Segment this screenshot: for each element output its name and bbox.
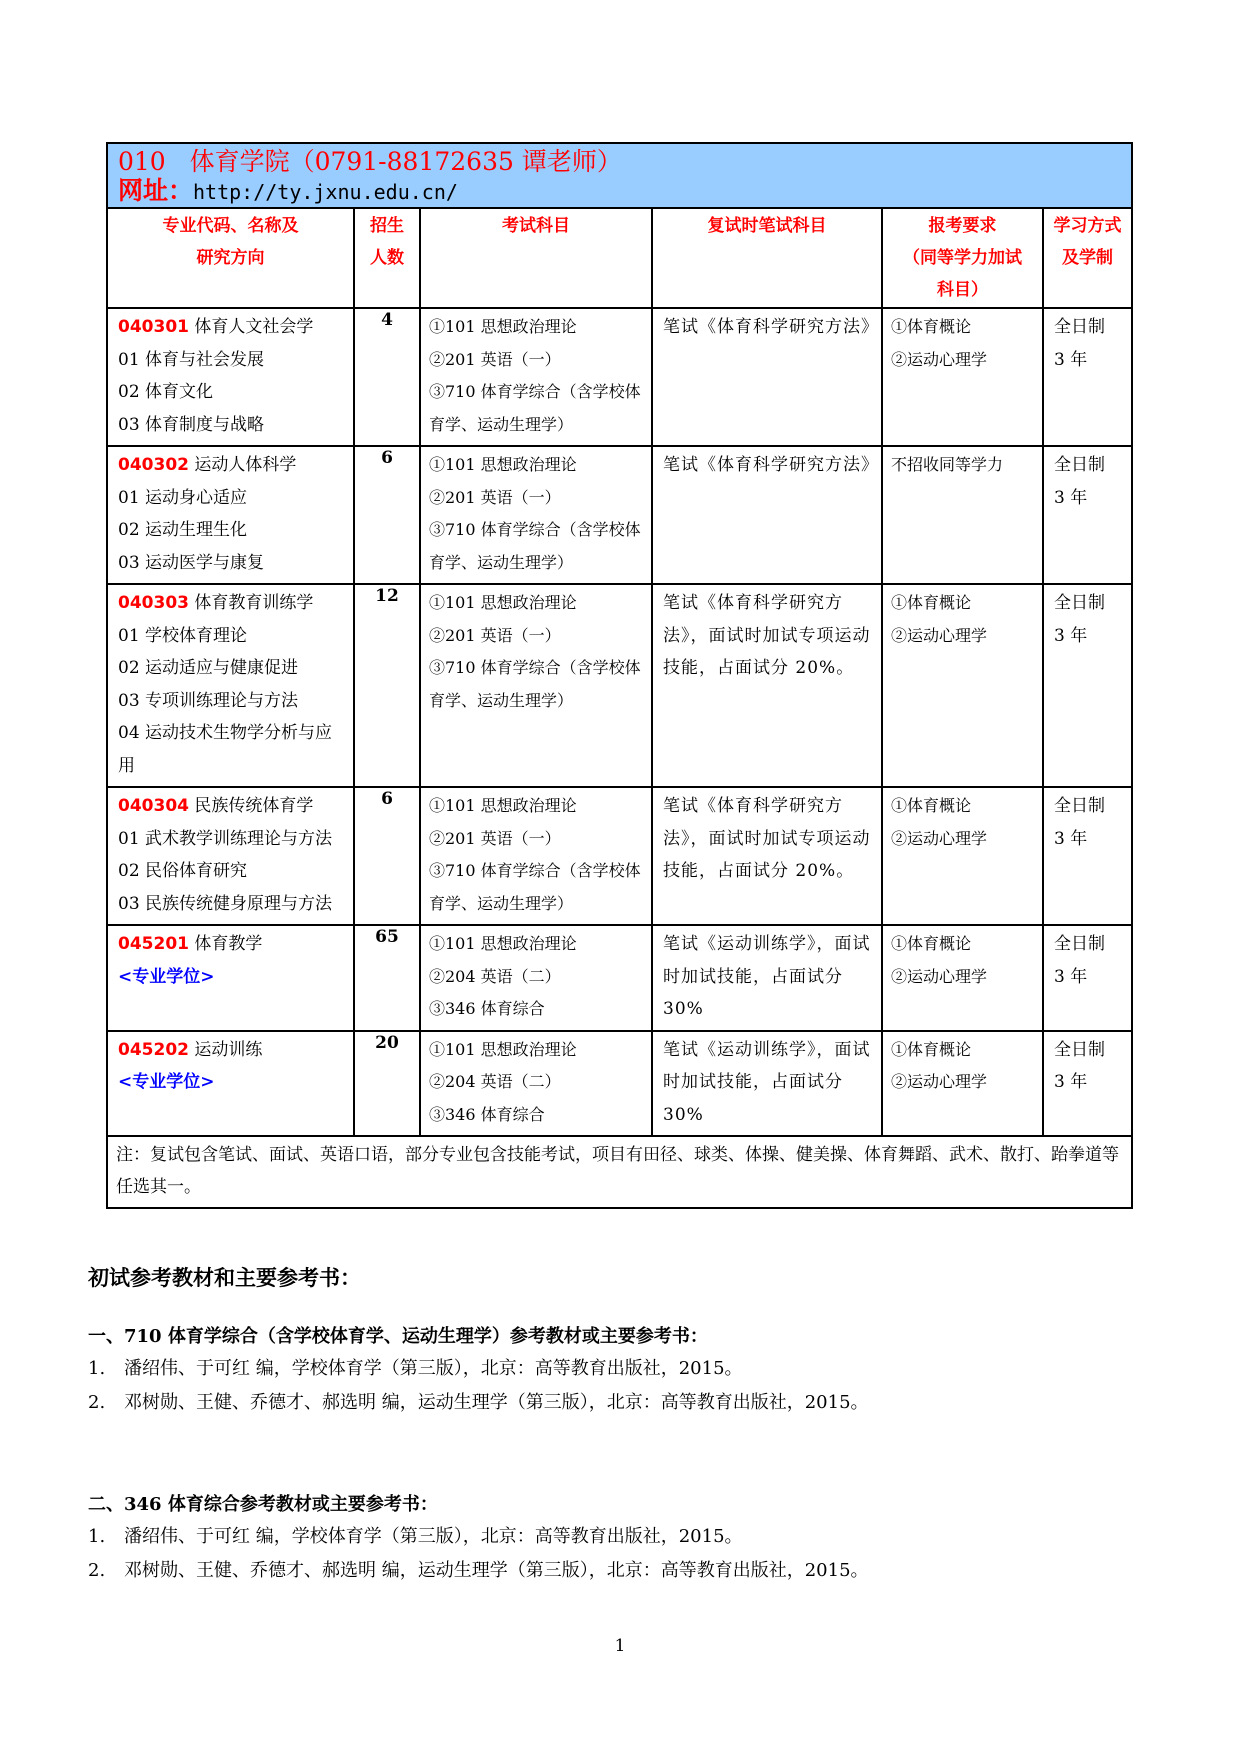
exam-subject: ①101 思想政治理论 xyxy=(429,934,577,953)
requirement-item: ②运动心理学 xyxy=(891,828,988,848)
study-mode-cell xyxy=(1043,308,1131,446)
col-header-exams: 考试科目 xyxy=(420,209,652,308)
requirement-cell xyxy=(882,308,1043,446)
requirement-item: ②运动心理学 xyxy=(891,966,988,986)
col-header-retest: 复试时笔试科目 xyxy=(652,209,882,308)
major-name: 体育教学 xyxy=(188,934,263,954)
study-mode-item: 全日制 xyxy=(1054,934,1105,954)
requirement-item: ①体育概论 xyxy=(891,317,972,336)
reference-section-heading: 二、346 体育综合参考教材或主要参考书： xyxy=(88,1494,438,1515)
col-header-requirement: 报考要求 （同等学力加试 科目） xyxy=(882,209,1043,308)
exam-subject: ②201 英语（一） xyxy=(429,625,561,645)
requirement-item: 不招收同等学力 xyxy=(891,455,1004,474)
study-mode-item: 3 年 xyxy=(1054,1072,1088,1092)
requirement-cell xyxy=(882,787,1043,925)
major-code: 040301 xyxy=(118,317,189,337)
program-row xyxy=(108,308,1131,446)
study-mode-item: 3 年 xyxy=(1054,625,1088,646)
major-name: 民族传统体育学 xyxy=(188,796,314,816)
major-name: 运动训练 xyxy=(188,1039,263,1060)
quota-cell: 6 xyxy=(354,446,420,584)
website-link[interactable]: http://ty.jxnu.edu.cn/ xyxy=(193,180,458,204)
major-cell xyxy=(108,584,354,787)
program-row xyxy=(108,925,1131,1031)
reference-section-346 xyxy=(88,1490,1148,1588)
exam-subject: ①101 思想政治理论 xyxy=(429,455,577,474)
exam-subject: ③710 体育学综合（含学校体育学、运动生理学） xyxy=(429,520,641,572)
quota-cell: 65 xyxy=(354,925,420,1031)
major-code: 040304 xyxy=(118,796,189,816)
exam-subjects-cell xyxy=(420,308,652,446)
exam-subject: ③710 体育学综合（含学校体育学、运动生理学） xyxy=(429,382,641,434)
reference-item: 2. 邓树勋、王健、乔德才、郝选明 编，运动生理学（第三版），北京：高等教育出版社，2015。 xyxy=(88,1392,869,1413)
reference-item: 1. 潘绍伟、于可红 编，学校体育学（第三版），北京：高等教育出版社，2015。 xyxy=(88,1526,743,1547)
exam-subject: ②201 英语（一） xyxy=(429,487,561,507)
major-code: 040303 xyxy=(118,593,189,613)
study-mode-cell xyxy=(1043,787,1131,925)
research-direction: 02 运动生理生化 xyxy=(118,520,248,540)
requirement-cell xyxy=(882,446,1043,584)
admissions-table xyxy=(106,142,1133,1209)
exam-subjects-cell xyxy=(420,584,652,787)
program-table xyxy=(108,209,1131,1207)
quota-cell: 12 xyxy=(354,584,420,787)
school-code: 010 xyxy=(118,147,166,176)
research-direction: 01 体育与社会发展 xyxy=(118,349,265,370)
requirement-cell xyxy=(882,925,1043,1031)
research-direction: 02 体育文化 xyxy=(118,382,214,402)
research-direction: 02 民俗体育研究 xyxy=(118,861,248,881)
major-code: 045201 xyxy=(118,934,189,954)
requirement-item: ①体育概论 xyxy=(891,593,972,612)
research-direction: 01 学校体育理论 xyxy=(118,625,248,646)
requirement-item: ①体育概论 xyxy=(891,1039,972,1059)
degree-type: <专业学位> xyxy=(118,966,215,987)
exam-subject: ①101 思想政治理论 xyxy=(429,317,577,336)
program-row xyxy=(108,446,1131,584)
exam-subject: ③346 体育综合 xyxy=(429,1104,545,1124)
research-direction: 01 武术教学训练理论与方法 xyxy=(118,828,333,849)
quota-cell: 4 xyxy=(354,308,420,446)
research-direction: 04 运动技术生物学分析与应用 xyxy=(118,723,333,776)
major-cell xyxy=(108,925,354,1031)
exam-subjects-cell xyxy=(420,787,652,925)
program-row xyxy=(108,1031,1131,1137)
reference-section-heading: 一、710 体育学综合（含学校体育学、运动生理学）参考教材或主要参考书： xyxy=(88,1326,708,1347)
study-mode-item: 全日制 xyxy=(1054,796,1105,816)
study-mode-cell xyxy=(1043,925,1131,1031)
major-code: 045202 xyxy=(118,1039,189,1060)
study-mode-item: 3 年 xyxy=(1054,966,1088,987)
requirement-item: ①体育概论 xyxy=(891,796,972,815)
retest-cell: 笔试《体育科学研究方法》，面试时加试专项运动技能，占面试分 20%。 xyxy=(652,787,882,925)
col-header-mode: 学习方式 及学制 xyxy=(1043,209,1131,308)
requirement-cell xyxy=(882,584,1043,787)
retest-cell: 笔试《体育科学研究方法》 xyxy=(652,446,882,584)
exam-subject: ②204 英语（二） xyxy=(429,1072,561,1091)
exam-subject: ③346 体育综合 xyxy=(429,999,545,1018)
requirement-item: ①体育概论 xyxy=(891,934,972,953)
requirement-cell xyxy=(882,1031,1043,1137)
exam-subject: ③710 体育学综合（含学校体育学、运动生理学） xyxy=(429,658,641,710)
degree-type: <专业学位> xyxy=(118,1072,215,1092)
exam-subject: ②201 英语（一） xyxy=(429,828,561,848)
research-direction: 03 专项训练理论与方法 xyxy=(118,690,299,711)
page-number: 1 xyxy=(614,1636,626,1656)
major-name: 体育教育训练学 xyxy=(188,593,314,613)
exam-subject: ②204 英语（二） xyxy=(429,966,561,986)
research-direction: 03 体育制度与战略 xyxy=(118,414,265,435)
research-direction: 02 运动适应与健康促进 xyxy=(118,658,299,678)
study-mode-item: 3 年 xyxy=(1054,828,1088,849)
col-header-quota: 招生 人数 xyxy=(354,209,420,308)
retest-cell: 笔试《体育科学研究方法》，面试时加试专项运动技能，占面试分 20%。 xyxy=(652,584,882,787)
major-name: 体育人文社会学 xyxy=(188,317,314,337)
retest-cell: 笔试《运动训练学》，面试时加试技能，占面试分30% xyxy=(652,925,882,1031)
website-label: 网址： xyxy=(118,176,194,205)
exam-subject: ③710 体育学综合（含学校体育学、运动生理学） xyxy=(429,861,641,913)
retest-cell: 笔试《运动训练学》，面试时加试技能，占面试分30% xyxy=(652,1031,882,1137)
quota-cell: 20 xyxy=(354,1031,420,1137)
references-title: 初试参考教材和主要参考书： xyxy=(88,1265,361,1290)
exam-subject: ②201 英语（一） xyxy=(429,349,561,369)
exam-subjects-cell xyxy=(420,925,652,1031)
requirement-item: ②运动心理学 xyxy=(891,625,988,645)
note-row xyxy=(108,1136,1131,1207)
note-text: 注：复试包含笔试、面试、英语口语，部分专业包含技能考试，项目有田径、球类、体操、健美操、体育舞蹈、武术、散打、跆拳道等任选其一。 xyxy=(108,1136,1131,1207)
study-mode-item: 全日制 xyxy=(1054,1039,1105,1060)
requirement-item: ②运动心理学 xyxy=(891,1072,988,1091)
program-row xyxy=(108,787,1131,925)
study-mode-item: 全日制 xyxy=(1054,593,1105,613)
study-mode-cell xyxy=(1043,584,1131,787)
study-mode-item: 3 年 xyxy=(1054,487,1088,508)
program-row xyxy=(108,584,1131,787)
exam-subjects-cell xyxy=(420,446,652,584)
column-header-row xyxy=(108,209,1131,308)
school-title xyxy=(118,146,1121,177)
study-mode-item: 全日制 xyxy=(1054,317,1105,337)
quota-cell: 6 xyxy=(354,787,420,925)
study-mode-cell xyxy=(1043,1031,1131,1137)
col-header-major: 专业代码、名称及 研究方向 xyxy=(108,209,354,308)
reference-section-710 xyxy=(88,1322,1148,1420)
research-direction: 03 民族传统健身原理与方法 xyxy=(118,893,333,914)
major-name: 运动人体科学 xyxy=(188,455,297,475)
study-mode-item: 3 年 xyxy=(1054,349,1088,370)
school-name: 体育学院（0791-88172635 谭老师） xyxy=(189,147,622,176)
reference-item: 2. 邓树勋、王健、乔德才、郝选明 编，运动生理学（第三版），北京：高等教育出版社，2015。 xyxy=(88,1560,869,1581)
reference-item: 1. 潘绍伟、于可红 编，学校体育学（第三版），北京：高等教育出版社，2015。 xyxy=(88,1358,743,1379)
exam-subject: ①101 思想政治理论 xyxy=(429,796,577,815)
table-title-bar xyxy=(108,144,1131,209)
requirement-item: ②运动心理学 xyxy=(891,349,988,369)
exam-subject: ①101 思想政治理论 xyxy=(429,593,577,612)
major-cell xyxy=(108,308,354,446)
major-cell xyxy=(108,1031,354,1137)
major-cell xyxy=(108,446,354,584)
exam-subjects-cell xyxy=(420,1031,652,1137)
website-line xyxy=(118,177,1121,207)
study-mode-item: 全日制 xyxy=(1054,455,1105,475)
major-cell xyxy=(108,787,354,925)
exam-subject: ①101 思想政治理论 xyxy=(429,1039,577,1059)
major-code: 040302 xyxy=(118,455,189,475)
retest-cell: 笔试《体育科学研究方法》 xyxy=(652,308,882,446)
research-direction: 01 运动身心适应 xyxy=(118,487,248,508)
study-mode-cell xyxy=(1043,446,1131,584)
research-direction: 03 运动医学与康复 xyxy=(118,552,265,573)
